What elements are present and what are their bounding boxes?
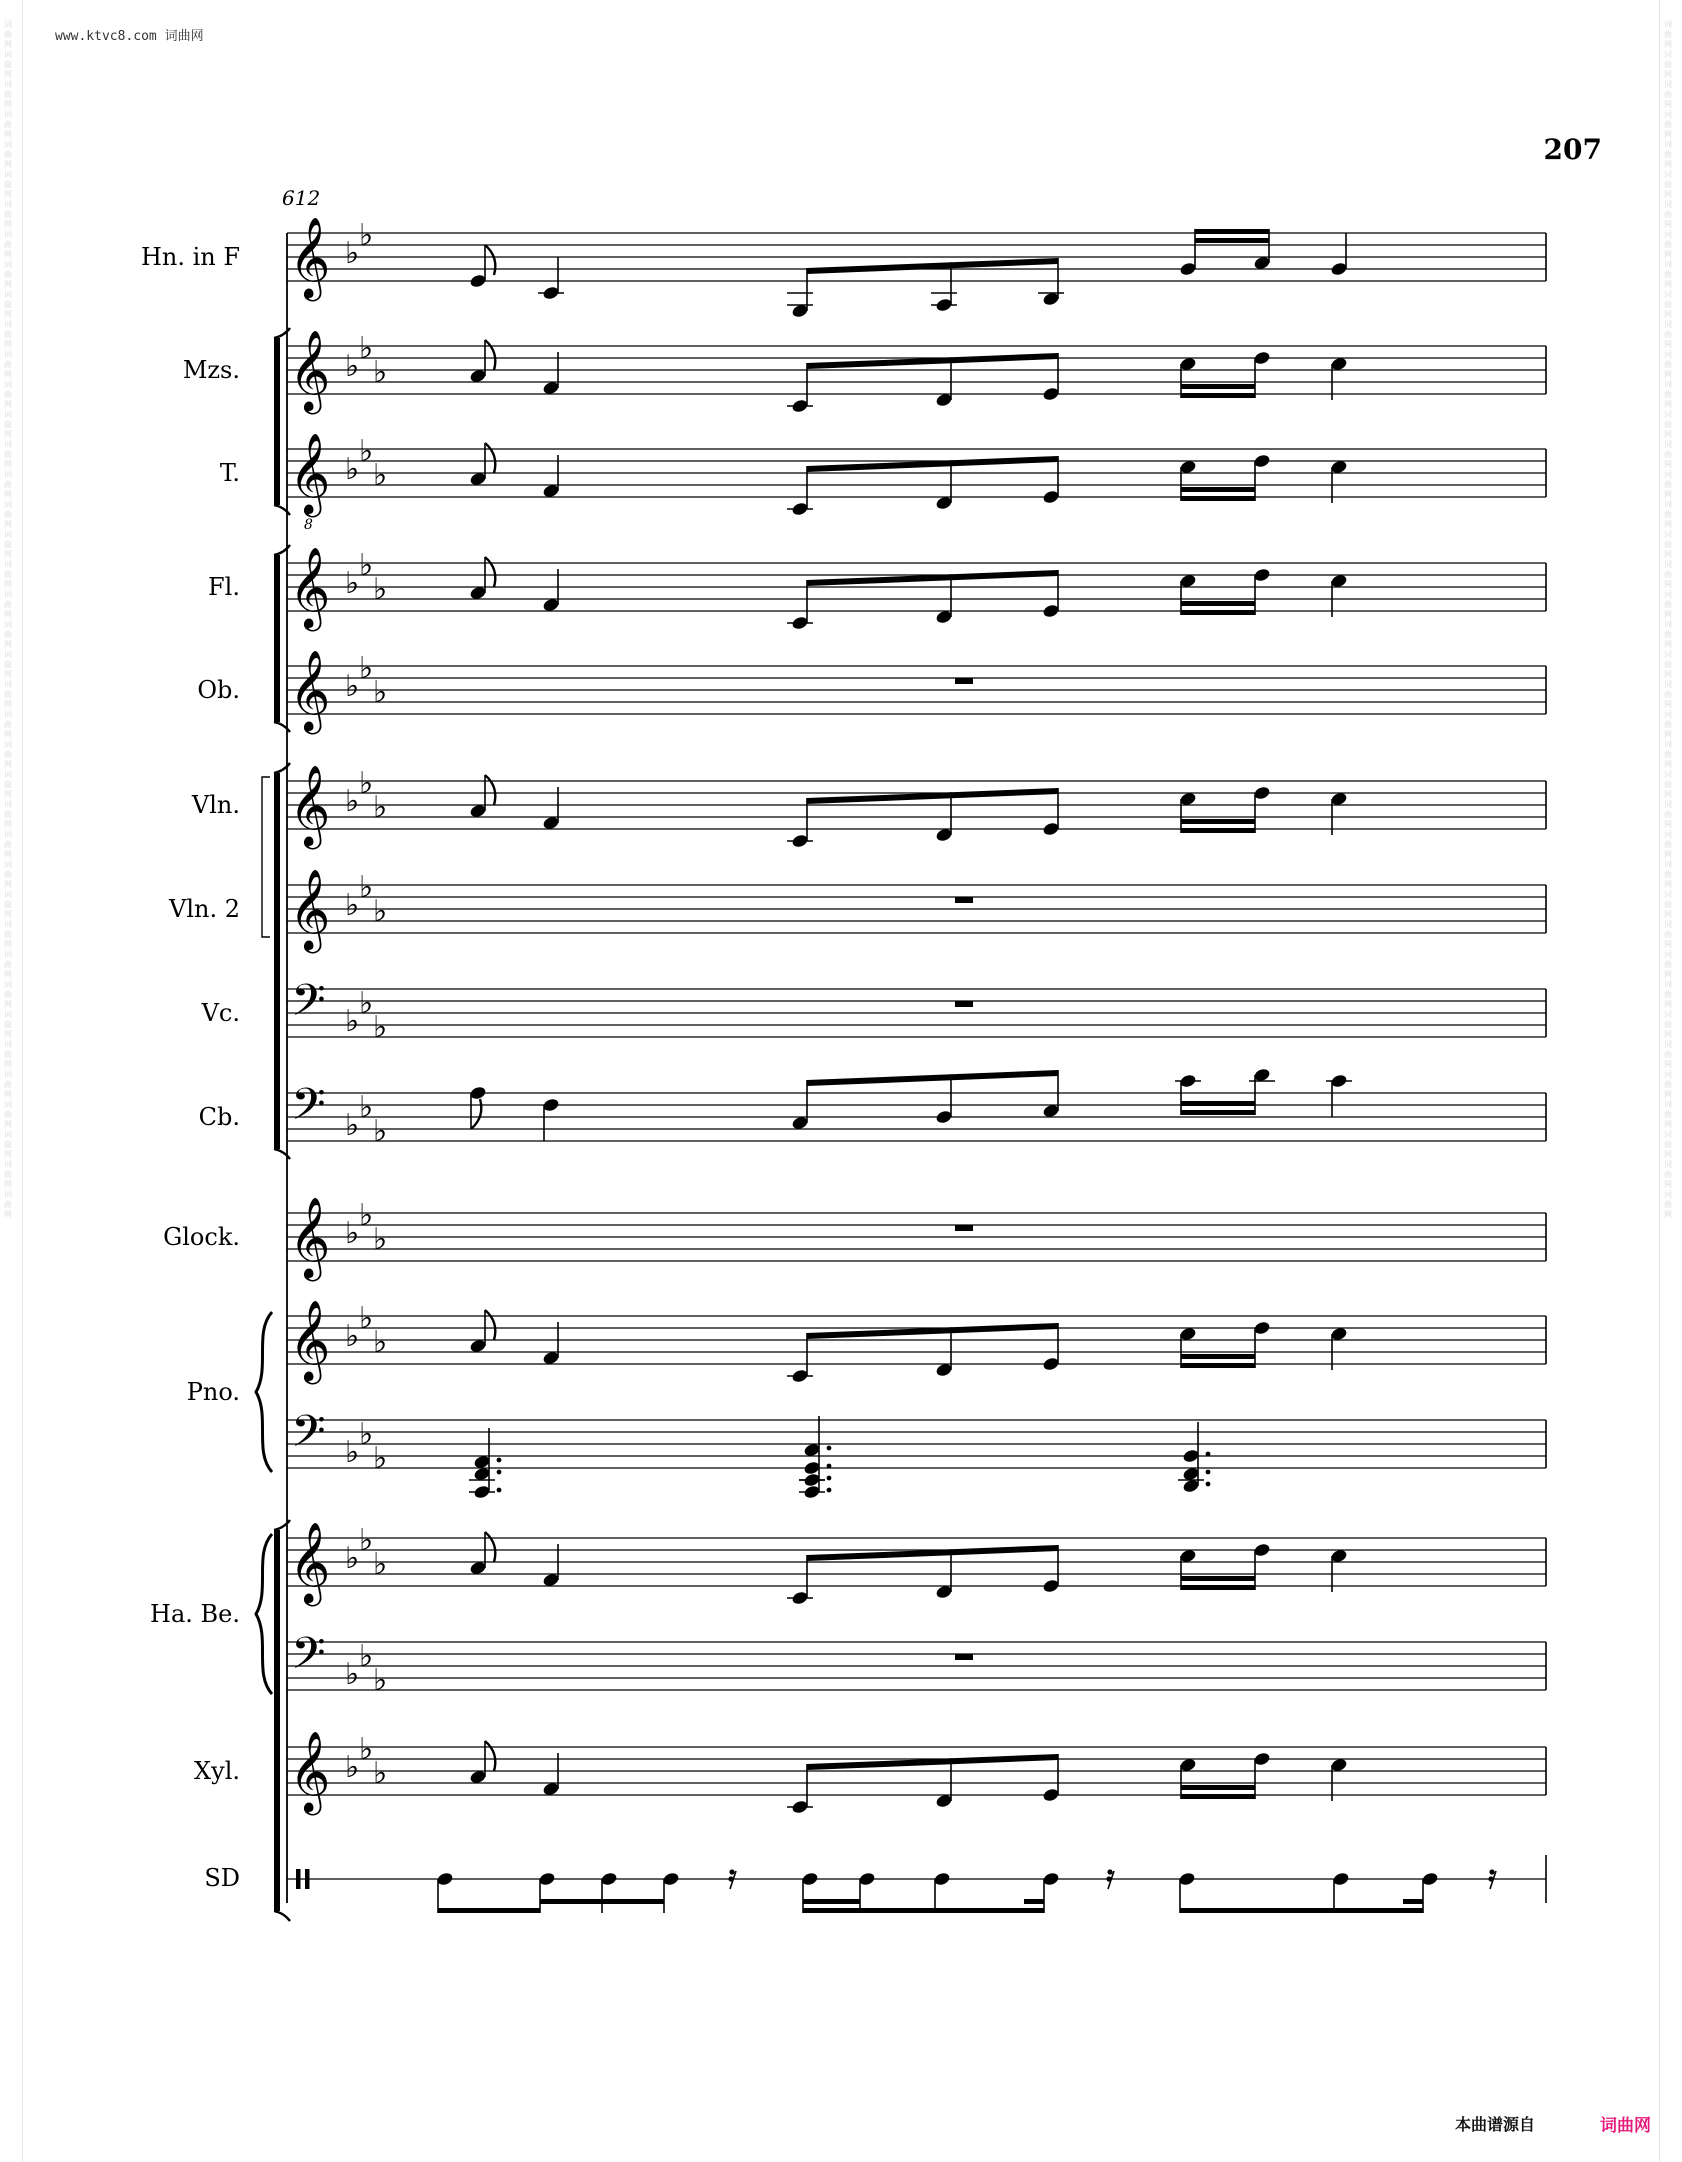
staff-11-eighth-flag xyxy=(485,1310,495,1340)
staff-15-flat-sign: ♭ xyxy=(345,1750,360,1785)
staff-4-eighth-flag xyxy=(485,557,495,587)
right-watermark-text: 词曲网词曲网词曲网词曲网词曲网词曲网词曲网词曲网词曲网词曲网词曲网词曲网词曲网词曲网词曲网词曲网词曲网词曲网词曲网词曲网词曲网词曲网词曲网词曲网词曲网词曲网词曲网词曲网词曲网词曲网词曲网词曲网词曲网词曲网词曲网词曲网词曲网词曲网词曲网词曲网 xyxy=(1664,20,1672,1219)
staff-11-flat-sign: ♭ xyxy=(359,1301,374,1336)
snare-beam xyxy=(803,1899,860,1904)
staff-2-flat-sign: ♭ xyxy=(373,355,388,390)
staff-5-flat-sign: ♭ xyxy=(345,669,360,704)
staff-15-treble-clef: 𝄞 xyxy=(289,1730,331,1812)
staff-12-flat-sign: ♭ xyxy=(359,1417,374,1452)
staff-11-instrument-label: Pno. xyxy=(186,1378,240,1406)
staff-2-treble-clef: 𝄞 xyxy=(289,329,331,411)
sixteenth-rest-dot xyxy=(729,1869,734,1874)
footer-brand-link[interactable]: 词曲网 xyxy=(1600,2116,1651,2136)
staff-13-beam xyxy=(1181,1585,1255,1590)
staff-5-flat-sign: ♭ xyxy=(373,675,388,710)
staff-12-flat-sign: ♭ xyxy=(345,1435,360,1470)
staff-7-instrument-label: Vln. 2 xyxy=(169,895,240,923)
staff-2-instrument-label: Mzs. xyxy=(182,356,240,384)
sixteenth-rest-dot xyxy=(1107,1869,1112,1874)
staff-9-flat-sign: ♭ xyxy=(373,1114,388,1149)
staff-11-beam xyxy=(807,1323,1058,1339)
staff-2-flat-sign: ♭ xyxy=(345,349,360,384)
staff-13-beam xyxy=(1181,1576,1255,1581)
staff-6-eighth-flag xyxy=(485,775,495,805)
staff-13-flat-sign: ♭ xyxy=(373,1547,388,1582)
snare-beam xyxy=(1403,1899,1423,1904)
staff-15-flat-sign: ♭ xyxy=(359,1732,374,1767)
staff-3-flat-sign: ♭ xyxy=(373,458,388,493)
staff-8-instrument-label: Vc. xyxy=(201,999,240,1027)
violins-subbracket xyxy=(262,777,270,937)
staff-1-beam xyxy=(1195,238,1269,243)
staff-1-beam xyxy=(807,258,1058,274)
staff-1-flat-sign: ♭ xyxy=(345,236,360,271)
staff-8-whole-rest xyxy=(955,1001,973,1007)
staff-9-flat-sign: ♭ xyxy=(345,1108,360,1143)
staff-9-beam xyxy=(807,1070,1058,1086)
staff-14-flat-sign: ♭ xyxy=(345,1657,360,1692)
staff-15-flat-sign: ♭ xyxy=(373,1756,388,1791)
percussion-clef xyxy=(305,1869,310,1889)
staff-16-instrument-label: SD xyxy=(204,1864,240,1892)
sixteenth-rest-dot xyxy=(728,1876,733,1881)
augmentation-dot xyxy=(497,1458,502,1463)
staff-3-octave-mark: 8 xyxy=(304,517,313,533)
augmentation-dot xyxy=(1206,1482,1211,1487)
staff-2-eighth-flag xyxy=(485,340,495,370)
measure-number: 612 xyxy=(282,186,321,210)
staff-9-flat-sign: ♭ xyxy=(359,1090,374,1125)
snare-beam xyxy=(1024,1899,1044,1904)
staff-3-beam xyxy=(807,456,1058,472)
staff-11-beam xyxy=(1181,1354,1255,1359)
snare-beam xyxy=(438,1908,540,1913)
footer-source-text: 本曲谱源自 xyxy=(1455,2115,1536,2134)
staff-3-beam xyxy=(1181,487,1255,492)
staff-9-beam xyxy=(1181,1101,1255,1106)
staff-12-bass-clef: 𝄢 xyxy=(291,1405,326,1468)
staff-11-flat-sign: ♭ xyxy=(373,1325,388,1360)
staff-1-treble-clef: 𝄞 xyxy=(289,216,331,298)
staff-4-beam xyxy=(1181,610,1255,615)
staff-12-flat-sign: ♭ xyxy=(373,1441,388,1476)
staff-13-flat-sign: ♭ xyxy=(359,1523,374,1558)
staff-15-beam xyxy=(807,1754,1058,1770)
staff-5-whole-rest xyxy=(955,678,973,684)
staff-6-beam xyxy=(1181,828,1255,833)
staff-6-flat-sign: ♭ xyxy=(373,790,388,825)
staff-14-flat-sign: ♭ xyxy=(359,1639,374,1674)
staff-9-bass-clef: 𝄢 xyxy=(291,1078,326,1141)
staff-3-flat-sign: ♭ xyxy=(359,434,374,469)
page-number: 207 xyxy=(1543,133,1602,166)
staff-10-treble-clef: 𝄞 xyxy=(289,1196,331,1278)
staff-14-bass-clef: 𝄢 xyxy=(291,1627,326,1690)
staff-1-eighth-flag xyxy=(485,245,495,275)
staff-3-beam xyxy=(1181,496,1255,501)
staff-4-beam xyxy=(1181,601,1255,606)
sixteenth-rest-dot xyxy=(1106,1876,1111,1881)
augmentation-dot xyxy=(827,1476,832,1481)
staff-13-eighth-flag xyxy=(485,1532,495,1562)
staff-13-treble-clef: 𝄞 xyxy=(289,1521,331,1603)
staff-3-treble-clef: 𝄞 xyxy=(289,432,331,514)
staff-4-flat-sign: ♭ xyxy=(373,572,388,607)
staff-8-flat-sign: ♭ xyxy=(345,1004,360,1039)
staff-10-flat-sign: ♭ xyxy=(373,1222,388,1257)
augmentation-dot xyxy=(497,1470,502,1475)
sixteenth-rest-dot xyxy=(1488,1876,1493,1881)
staff-3-flat-sign: ♭ xyxy=(345,452,360,487)
left-watermark-text: 词曲网词曲网词曲网词曲网词曲网词曲网词曲网词曲网词曲网词曲网词曲网词曲网词曲网词曲网词曲网词曲网词曲网词曲网词曲网词曲网词曲网词曲网词曲网词曲网词曲网词曲网词曲网词曲网词曲网词曲网词曲网词曲网词曲网词曲网词曲网词曲网词曲网词曲网词曲网词曲网 xyxy=(4,20,12,1219)
staff-1-beam xyxy=(1195,229,1269,234)
staff-11-treble-clef: 𝄞 xyxy=(289,1299,331,1381)
staff-7-treble-clef: 𝄞 xyxy=(289,868,331,950)
staff-14-whole-rest xyxy=(955,1654,973,1660)
staff-1-instrument-label: Hn. in F xyxy=(140,243,240,271)
staff-15-beam xyxy=(1181,1794,1255,1799)
staff-10-flat-sign: ♭ xyxy=(359,1198,374,1233)
snare-beam xyxy=(803,1908,1044,1913)
snare-beam xyxy=(1180,1908,1423,1913)
staff-15-instrument-label: Xyl. xyxy=(194,1757,240,1785)
staff-9-instrument-label: Cb. xyxy=(198,1103,240,1131)
staff-4-flat-sign: ♭ xyxy=(359,548,374,583)
staff-8-bass-clef: 𝄢 xyxy=(291,974,326,1037)
staff-4-flat-sign: ♭ xyxy=(345,566,360,601)
staff-6-beam xyxy=(1181,819,1255,824)
snare-beam xyxy=(540,1899,664,1904)
staff-3-eighth-flag xyxy=(485,443,495,473)
staff-6-flat-sign: ♭ xyxy=(359,766,374,801)
percussion-clef xyxy=(296,1869,301,1889)
staff-2-beam xyxy=(1181,384,1255,389)
staff-13-flat-sign: ♭ xyxy=(345,1541,360,1576)
staff-5-treble-clef: 𝄞 xyxy=(289,649,331,731)
staff-1-flat-sign: ♭ xyxy=(359,218,374,253)
percussion-bracket xyxy=(274,1530,280,1911)
staff-6-treble-clef: 𝄞 xyxy=(289,764,331,846)
staff-2-beam xyxy=(1181,393,1255,398)
staff-4-instrument-label: Fl. xyxy=(208,573,240,601)
staff-7-flat-sign: ♭ xyxy=(345,888,360,923)
augmentation-dot xyxy=(827,1446,832,1451)
voices-bracket xyxy=(274,338,280,505)
staff-15-beam xyxy=(1181,1785,1255,1790)
sixteenth-rest-dot xyxy=(1489,1869,1494,1874)
augmentation-dot xyxy=(497,1488,502,1493)
winds-bracket xyxy=(274,555,280,722)
piano-brace xyxy=(256,1312,272,1472)
staff-14-flat-sign: ♭ xyxy=(373,1663,388,1698)
staff-3-instrument-label: T. xyxy=(219,459,240,487)
staff-6-instrument-label: Vln. xyxy=(191,791,240,819)
header-site-link[interactable]: www.ktvc8.com 词曲网 xyxy=(55,29,204,44)
staff-6-flat-sign: ♭ xyxy=(345,784,360,819)
staff-2-flat-sign: ♭ xyxy=(359,331,374,366)
staff-8-flat-sign: ♭ xyxy=(373,1010,388,1045)
augmentation-dot xyxy=(827,1464,832,1469)
harp-brace xyxy=(256,1534,272,1694)
staff-6-beam xyxy=(807,788,1058,804)
staff-10-flat-sign: ♭ xyxy=(345,1216,360,1251)
staff-13-instrument-label: Ha. Be. xyxy=(150,1600,240,1628)
augmentation-dot xyxy=(1206,1470,1211,1475)
staff-9-beam xyxy=(1181,1110,1255,1115)
staff-8-flat-sign: ♭ xyxy=(359,986,374,1021)
staff-7-whole-rest xyxy=(955,897,973,903)
staff-5-instrument-label: Ob. xyxy=(197,676,240,704)
staff-11-beam xyxy=(1181,1363,1255,1368)
staff-4-beam xyxy=(807,570,1058,586)
staff-10-whole-rest xyxy=(955,1225,973,1231)
staff-9-eighth-flag xyxy=(471,1099,481,1129)
staff-7-flat-sign: ♭ xyxy=(373,894,388,929)
staff-4-treble-clef: 𝄞 xyxy=(289,546,331,628)
strings-bracket xyxy=(274,773,280,1149)
staff-7-flat-sign: ♭ xyxy=(359,870,374,905)
staff-5-flat-sign: ♭ xyxy=(359,651,374,686)
percussion-bracket-hook xyxy=(274,1911,290,1921)
augmentation-dot xyxy=(1206,1452,1211,1457)
staff-2-beam xyxy=(807,353,1058,369)
staff-15-eighth-flag xyxy=(485,1741,495,1771)
augmentation-dot xyxy=(827,1488,832,1493)
staff-10-instrument-label: Glock. xyxy=(163,1223,240,1251)
staff-11-flat-sign: ♭ xyxy=(345,1319,360,1354)
staff-13-beam xyxy=(807,1545,1058,1561)
